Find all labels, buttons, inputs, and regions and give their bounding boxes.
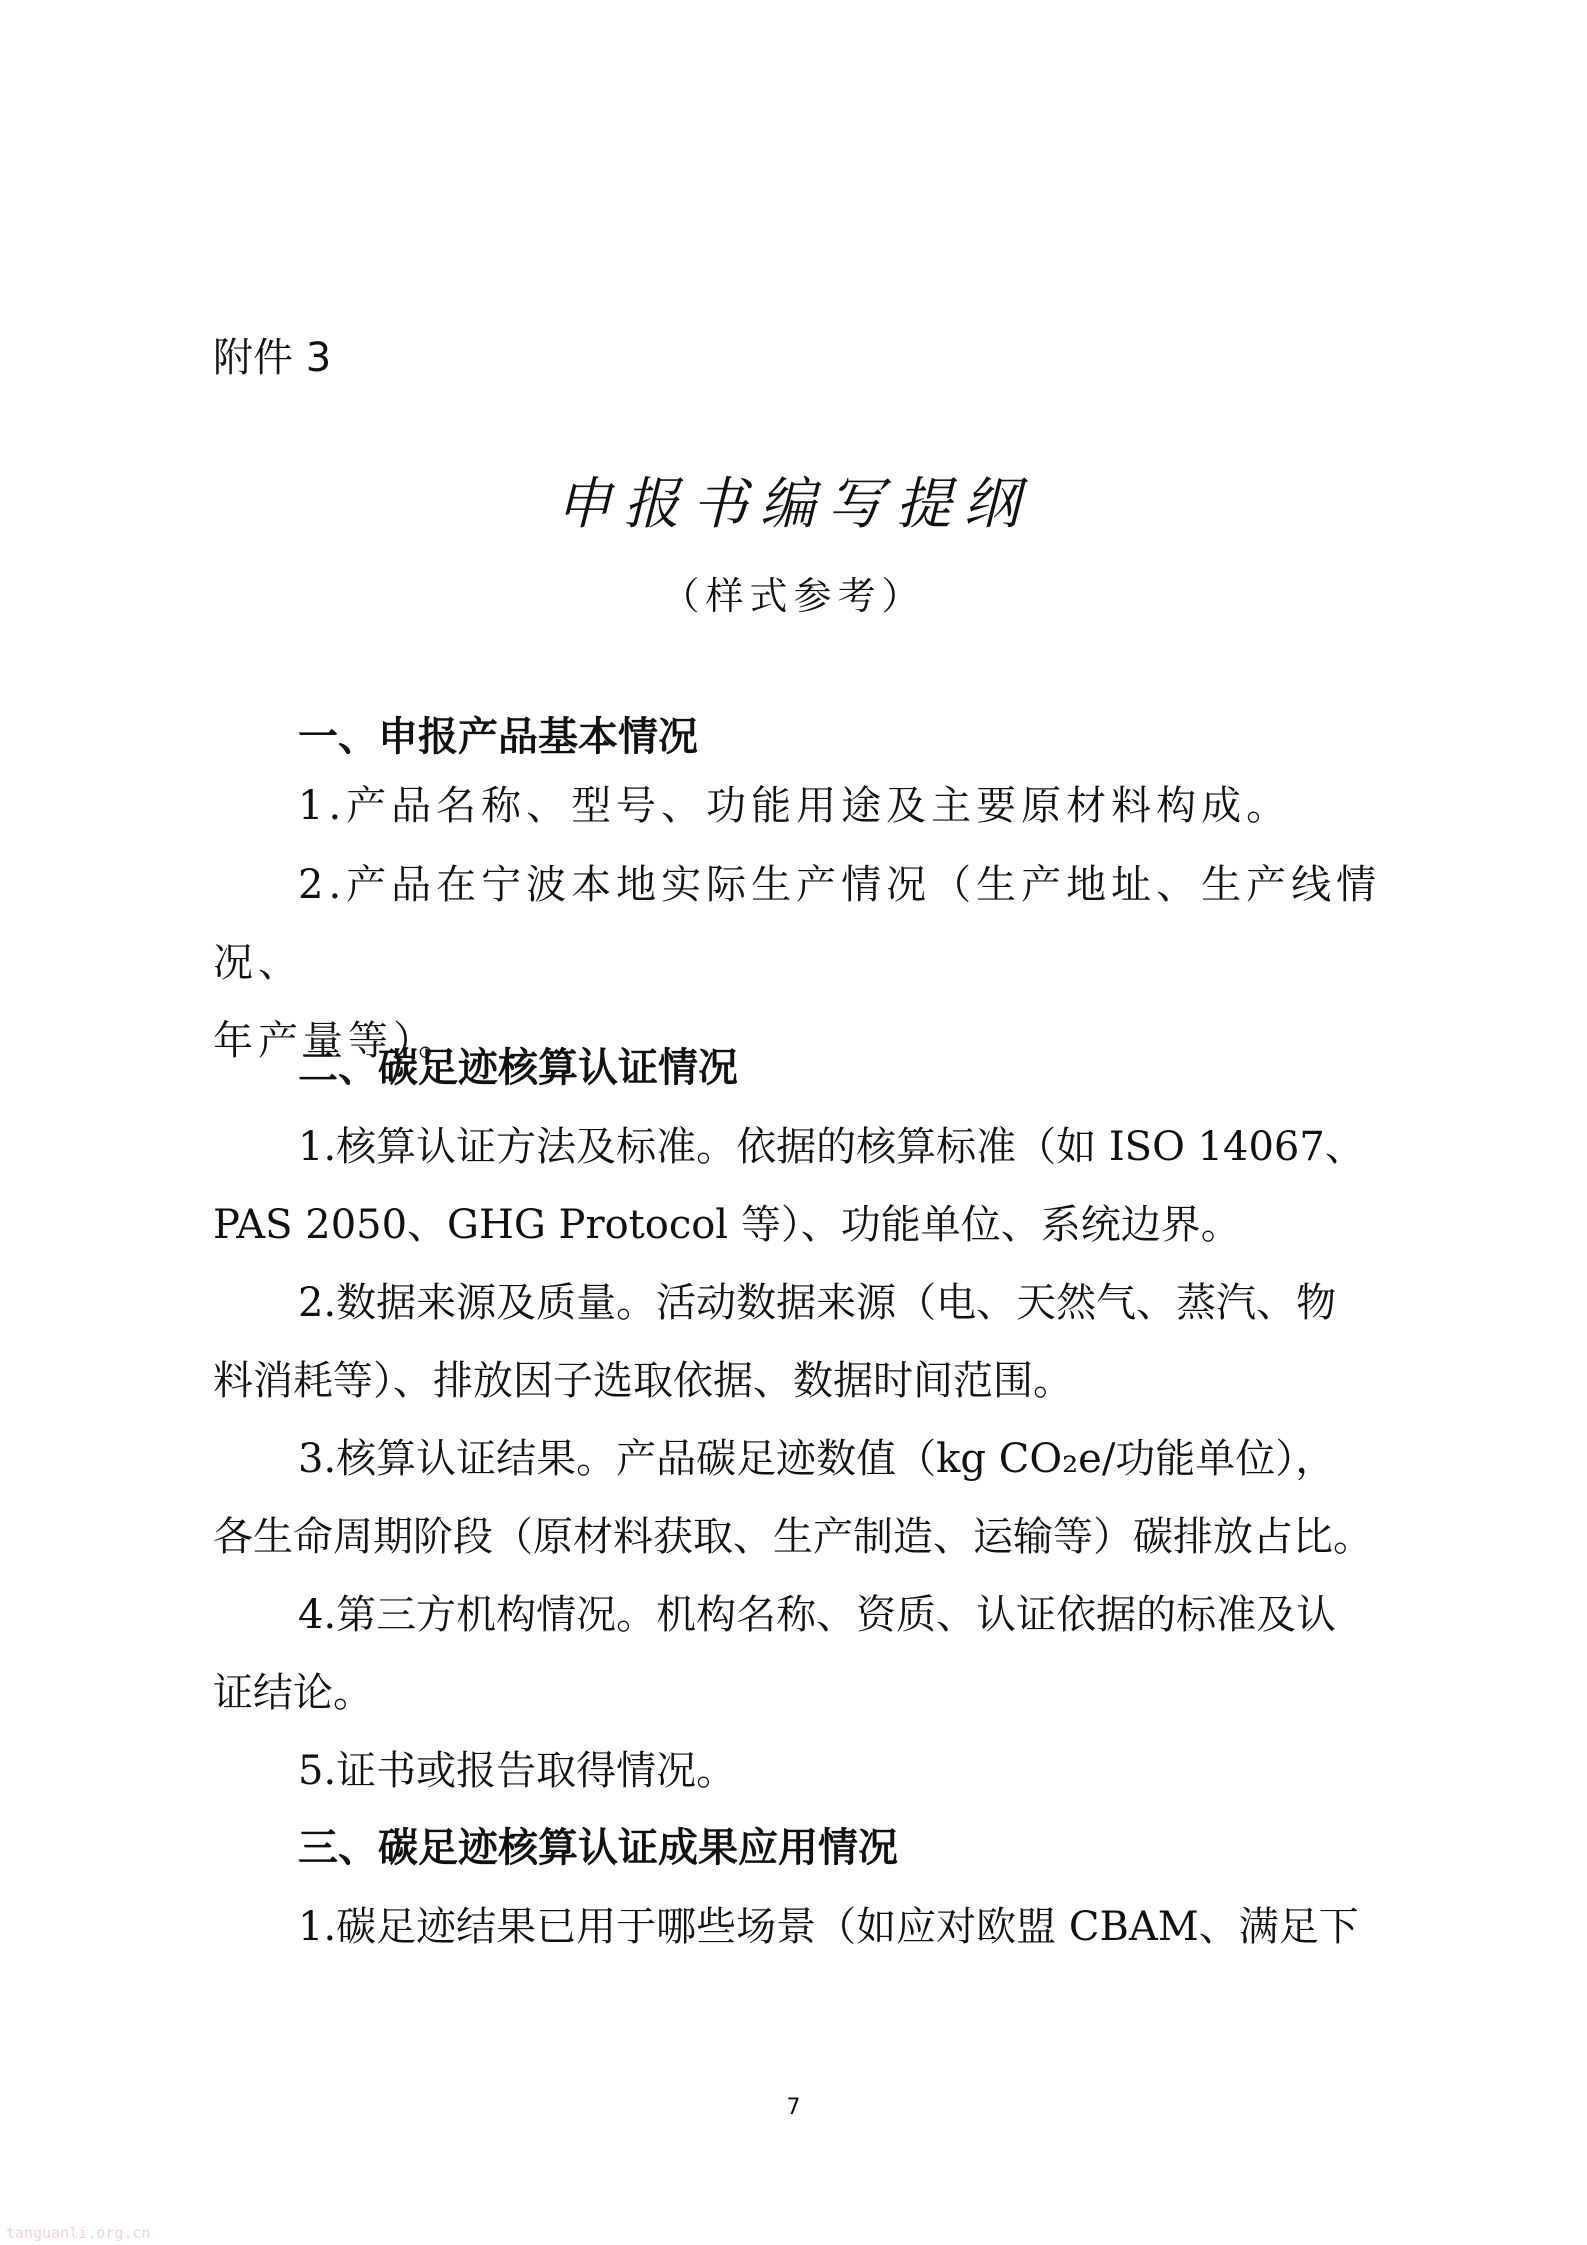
paragraph-line: 年产量等）。 — [213, 1018, 463, 1064]
paragraph-line: 4.第三方机构情况。机构名称、资质、认证依据的标准及认 — [298, 1592, 1337, 1638]
paragraph-line: 2.产品在宁波本地实际生产情况（生产地址、生产线情况、 — [213, 862, 1382, 986]
paragraph-line: 1.碳足迹结果已用于哪些场景（如应对欧盟 CBAM、满足下 — [298, 1904, 1359, 1950]
section-heading-1: 一、申报产品基本情况 — [298, 714, 698, 760]
attachment-label: 附件 3 — [213, 335, 332, 381]
document-title: 申报书编写提纲 — [555, 472, 1032, 537]
paragraph-1-1 — [213, 767, 1393, 845]
paragraph-line: PAS 2050、GHG Protocol 等）、功能单位、系统边界。 — [213, 1202, 1241, 1248]
watermark-text: tanguanli.org.cn — [6, 2224, 151, 2242]
section-heading-3: 三、碳足迹核算认证成果应用情况 — [298, 1825, 898, 1871]
paragraph-2-2 — [213, 1264, 1393, 1420]
paragraph-2-1 — [213, 1108, 1393, 1264]
document-subtitle: （样式参考） — [661, 574, 926, 618]
section-heading-2: 二、碳足迹核算认证情况 — [298, 1045, 738, 1091]
paragraph-3-1 — [213, 1888, 1393, 1966]
paragraph-line: 料消耗等）、排放因子选取依据、数据时间范围。 — [213, 1358, 1073, 1404]
paragraph-line: 证结论。 — [213, 1670, 373, 1716]
paragraph-2-4 — [213, 1576, 1393, 1732]
page-number: 7 — [786, 2095, 801, 2120]
paragraph-line: 1.产品名称、型号、功能用途及主要原材料构成。 — [298, 783, 1292, 829]
paragraph-2-5 — [213, 1732, 1393, 1810]
paragraph-line: 2.数据来源及质量。活动数据来源（电、天然气、蒸汽、物 — [298, 1280, 1337, 1326]
paragraph-line: 3.核算认证结果。产品碳足迹数值（kg CO₂e/功能单位）， — [298, 1436, 1336, 1482]
paragraph-line: 各生命周期阶段（原材料获取、生产制造、运输等）碳排放占比。 — [213, 1514, 1373, 1560]
paragraph-2-3 — [213, 1420, 1393, 1576]
paragraph-line: 1.核算认证方法及标准。依据的核算标准（如 ISO 14067、 — [298, 1124, 1365, 1170]
paragraph-line: 5.证书或报告取得情况。 — [298, 1748, 737, 1794]
